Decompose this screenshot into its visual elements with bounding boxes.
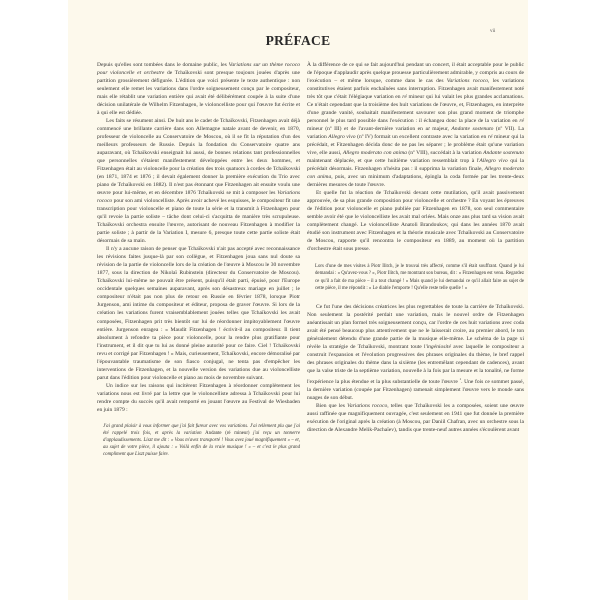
text: , telles que Tchaïkovski les a composées, soient une œuvre aussi raffinée que magnifiquement ouvragée, c'est seulement en 1941 que fut donnée la première exécution de l'original après la création (à Moscou, par Daniil Chafran, avec un orchestre sous la direction de Alexandre Melik-Pachaïev), tandis que trente-neuf autres années s'écoulèrent avant xyxy=(307,402,525,433)
page-title: PRÉFACE xyxy=(265,33,331,48)
work-title: Variations rococo xyxy=(97,190,300,205)
work-title: Variations sur un thème rococo pour violoncelle et orchestre xyxy=(97,62,300,77)
text: majeur, xyxy=(429,126,452,133)
page-number: vii xyxy=(490,29,496,34)
emphasis: ingéniosité xyxy=(426,343,451,350)
tempo-marking: Allegro vivo xyxy=(328,134,356,141)
text: mineur qui lui valait les plus grandes acclamations. Ce n'était cependant que la troisième des huit variations de l'œuvre, et, Fitzenhagen, en interprète d'une grande vanité, souhaitait manifestement savourer son plus grand moment de triomphe personnel le plus tard possible dans l'exécution : il échangea donc la place de la variation en xyxy=(307,94,524,125)
paragraph xyxy=(307,402,524,434)
tempo-marking: Andante sostenuto xyxy=(483,150,525,157)
text: À la différence de ce qui se fait aujourd'hui pendant un concert, il était acceptable pour le public de l'époque d'applaudir après quelque prouesse particulièrement admirable, y compris au cours de l'exécution – et même lorsque, comme dans le cas des xyxy=(307,62,524,85)
text: mineur (nº III) et de l'avant-dernière variation en xyxy=(307,126,426,133)
text: , puis, avec un minimum d'adaptations, épingla la coda formée par les trente-deux dernières mesures de toute l'œuvre. xyxy=(307,174,524,189)
tempo-marking: Allegro vivo xyxy=(479,158,508,165)
block-quote xyxy=(103,423,300,458)
tempo-marking: Andante sostenuto xyxy=(451,126,494,133)
text: (nº VIII), succédait à la variation xyxy=(406,150,484,157)
text: Les faits se résument ainsi. De huit ans le cadet de Tchaïkovski, Fitzenhagen avait déjà commencé une brillante carrière dans son Allemagne natale avant de devenir, en 1870, professeur de violoncelle au Conservatoire de Moscou, où il se fit la réputation d'un des meilleurs professeurs de Russie. Depuis la fondation du Conservatoire quatre ans auparavant, où Tchaïkovski enseignait lui aussi, de bonnes relations tant professionnelles que personnelles s'étaient manifestement développées entre les deux hommes, et Fitzenhagen était au violoncelle pour la création des trois quatuors à cordes de Tchaïkovski (en 1871, 1874 et 1876 ; il devait également donner la première exécution du Trio avec piano de Tchaïkovski en 1882). Il n'est pas étonnant que Fitzenhagen ait ensuite voulu une œuvre pour lui-même, et en décembre 1876 Tchaïkovski se mit à composer les xyxy=(97,118,300,197)
text: Bien que les xyxy=(316,402,348,409)
text: (nº IV) formait un excellent contraste avec la variation en xyxy=(355,134,488,141)
key-name: ré xyxy=(402,94,407,101)
left-column xyxy=(97,61,300,458)
block-quote: Lors d'une de mes visites à Piotr Ilitch, je le trouvai très affecté, comme s'il était souffrant. Quand je lui demandai : « Qu'avez-vous ? », Piotr Ilitch, me montrant son bureau, dit : « Fitzenhagen est venu. Regardez ce qu'il a fait de ma pièce – il a tout changé ! » Mais quand je lui demandai ce qu'il allait faire au sujet de cette pièce, il me répondit : « Le diable l'emporte ! Qu'elle reste telle quelle ! » xyxy=(315,264,524,291)
text: , les variations constitutives étaient parfois enchaînées sans interruption. Fitzenhagen avait manifestement noté très tôt que c'était l'élégiaque variation en xyxy=(307,78,524,101)
right-column xyxy=(307,61,524,434)
key-name: ré xyxy=(487,134,493,141)
text: maintenant déplacée, et que cette huitième variation ressemblait trop à l' xyxy=(307,158,480,165)
text: pour son ami violoncelliste. Après avoir achevé les esquisses, le compositeur fit une transcription pour violoncelle et piano de toute la série et la transmit à Fitzenhagen pour qu'il revoie la partie soliste – tâche dont celui-ci s'acquitta de manière très scrupuleuse. Tchaïkovski orchestra ensuite l'œuvre, autorisant de nouveau Fitzenhagen à modifier la partie soliste ; à partir de la Variation I, mesure 6, presque toute cette partie soliste était désormais de sa main. xyxy=(97,198,300,245)
key-name: ut xyxy=(425,126,430,133)
paragraph: Et quelle fut la réaction de Tchaïkovski devant cette mutilation, qu'il avait passivement approuvée, de sa plus grande composition pour violoncelle et orchestre ? En voyant les épreuves de l'édition pour violoncelle et piano publiée par Fitzenhagen en 1878, son seul commentaire semble avoir été que le violoncelliste les avait mal orlées. Mais onze ans plus tard sa vision avait complètement changé. Le violoncelliste Anatoli Brandoukov, qui dans les années 1870 avait étudié son instrument avec Fitzenhagen et la théorie musicale avec Tchaïkovski au Conservatoire de Moscou, rapporte qu'il rencontra le compositeur en 1889, au moment où la partition d'orchestre était sous presse. xyxy=(307,190,524,253)
tempo-marking: Allegro moderato con anima xyxy=(307,166,524,181)
quote-text: Andante (ré mineur) xyxy=(205,430,250,436)
text: . Une fois ce sommet passé, la dernière variation (coupée par Fitzenhagen) ramenait simplement l'œuvre vers le monde sans nuages de son début. xyxy=(307,378,524,401)
work-title: Variations rococo xyxy=(446,78,489,85)
work-title: Variations rococo xyxy=(347,402,388,409)
paragraph xyxy=(97,61,300,117)
text: de Tchaïkovski sont presque toujours jouées d'après une partition grossièrement défigurée. L'édition que voici présente le texte authentique : non seulement elle remet les variations dans l'ordre soigneusement conçu par le compositeur, mais elle rétablit une variation entière qui avait été délibérément coupée à la suite d'une décision unilatérale de Wilhelm Fitzenhagen, le violoncelliste pour qui l'œuvre fut écrite et à qui elle est dédiée. xyxy=(97,70,300,117)
paragraph: Il n'y a aucune raison de penser que Tchaïkovski n'ait pas accepté avec reconnaissance les révisions faites jusque-là par son collègue, et Fitzenhagen joua sans nul doute sa révision de la partie de violoncelle lors de la création de l'œuvre à Moscou le 30 novembre 1877, sous la direction de Nikolaï Rubinstein (directeur du Conservatoire de Moscou). Tchaïkovski lui-même ne pouvait être présent, puisqu'il était parti, épuisé, pour l'Europe occidentale quelques semaines auparavant, après son désastreux mariage en juillet ; le compositeur n'était pas non plus de retour en Russie en février 1878, lorsque Piotr Jurgenson, ami intime du compositeur et éditeur, proposa de graver l'œuvre. Si lors de la création les variations furent vraisemblablement jouées telles que Tchaïkovski les avait composées, Fitzenhagen prit très bientôt sur lui de réordonner impitoyablement l'œuvre entière. Jurgenson enragea : « Maudit Fitzenhagen ! écrivit-il au compositeur. Il tient absolument à refondre ta pièce pour violoncelle, pour la rendre plus gratifiante pour l'instrument, et il dit que tu lui as donné pleine autorité pour ce faire. Ciel ! Tchaïkovski revu et corrigé par Fitzenhagen ! » Mais, curieusement, Tchaïkovski, encore démoralisé par l'épouvantable traumatisme de son fiasco conjugal, ne tenta pas d'empêcher les interventions de Fitzenhagen, et la nouvelle version des variations due au violoncelliste parut dans l'édition pour violoncelle et piano au mois de novembre suivant. xyxy=(97,246,300,381)
tempo-marking: Allegro moderato con anima xyxy=(342,150,407,157)
key-name: ré xyxy=(519,118,524,125)
paragraph xyxy=(307,61,524,189)
text: avec laquelle le compositeur a construit l'expansion et l'évolution progressives des phrases originales du thème, le bref rappel des phrases originales du thème dans la sixième (les entremêlant cependant de cadences), avant que la valse triste de la septième variation, nouvelle à la fois par la mesure et la tonalité, ne forme l'expérience la plus étendue et la plus substantielle de toute l'œuvre xyxy=(307,343,524,385)
paragraph: Un indice sur les raisons qui incitèrent Fitzenhagen à réordonner complètement les variations nous est livré par la lettre que le violoncelliste adressa à Tchaïkovski pour lui rendre compte du succès qu'il avait remporté en jouant l'œuvre au Festival de Wiesbaden en juin 1879 : xyxy=(97,382,300,413)
text: Ce fut l'une des décisions créatrices les plus regrettables de toute la carrière de Tchaïkovski. Non seulement la postérité perdait une variation, mais le nouvel ordre de Fitzenhagen anéantissait un plan formel très soigneusement conçu, car l'ordre de ces huit variations avec coda avait été pensé beaucoup plus attentivement que ne le laisserait croire, au premier abord, le ton généralement détendu d'une grande partie de la musique elle-même. Le schéma de la page xi révèle la stratégie de Tchaïkovski, montrant toute l' xyxy=(307,303,524,350)
text: (nº VII). La variation xyxy=(307,126,525,141)
text: qui la précédait désormais. Fitzenhagen n'hésita pas : il supprima la variation finale, xyxy=(307,158,524,173)
text: Depuis qu'elles sont tombées dans le domaine public, les xyxy=(97,62,229,68)
paragraph xyxy=(307,303,524,402)
quote-text: J'ai grand plaisir à vous informer que j'ai fait fureur avec vos variations. J'ai tellement plu que j'ai été rappelé trois fois, et après la variation xyxy=(103,423,300,436)
footnote-marker[interactable]: 1 xyxy=(459,376,462,381)
paragraph xyxy=(97,117,300,245)
text: mineur qui la précédait, et Fitzenhagen décida donc de ne pas les séparer ; le problème était qu'une variation vive, elle aussi, xyxy=(307,134,525,157)
quote-text: j'ai reçu un tonnerre d'applaudissements. Liszt me dit : « Vous m'avez transporté ! Vous avez joué magnifiquement » – et, au sujet de votre pièce, il ajouta : « Voilà enfin de la vraie musique ! » – et c'est le plus grand compliment que Liszt puisse faire. xyxy=(103,430,300,458)
